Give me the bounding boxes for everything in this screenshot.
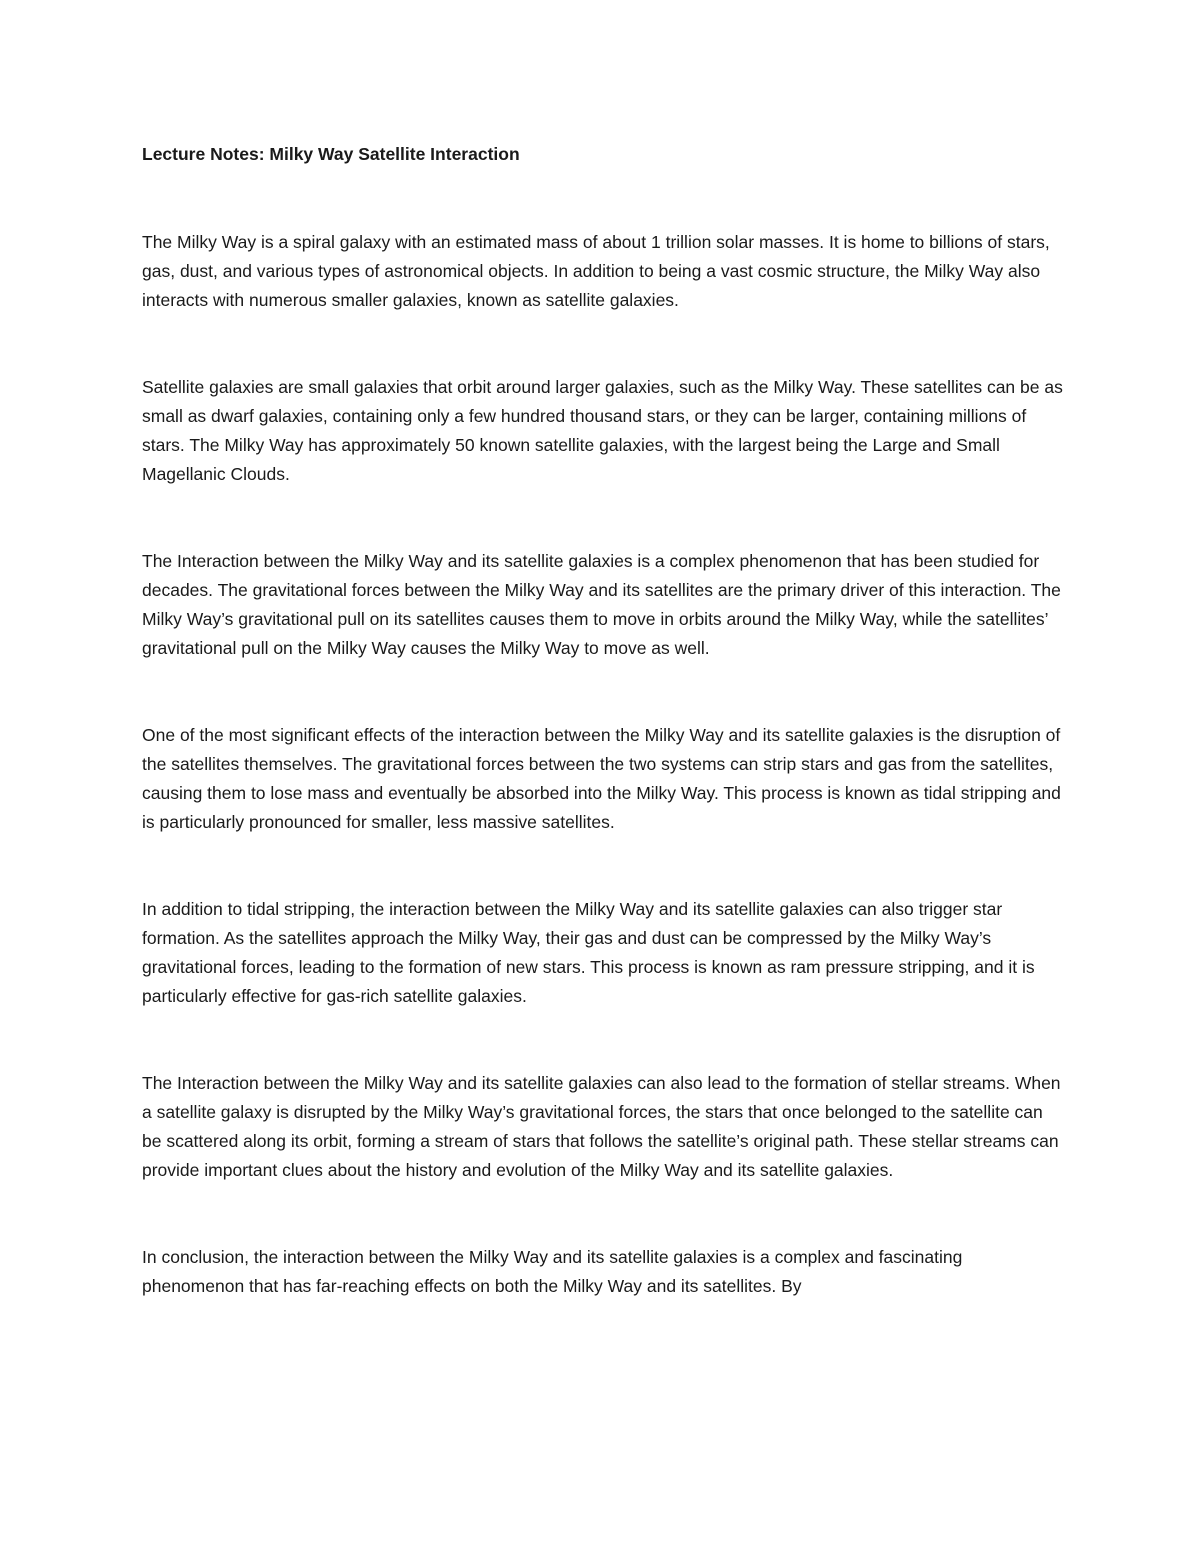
- paragraph-disruption: One of the most significant effects of the interaction between the Milky Way and its satellite galaxies is the disruption of the satellites themselves. The gravitational forces between the two systems can strip stars and gas from the satellites, causing them to lose mass and eventually be absorbed into the Milky Way. This process is known as tidal stripping and is particularly pronounced for smaller, less massive satellites.: [142, 725, 1061, 832]
- paragraph-intro: The Milky Way is a spiral galaxy with an estimated mass of about 1 trillion solar masses. It is home to billions of stars, gas, dust, and various types of astronomical objects. In addition to being a vast cosmic structure, the Milky Way also interacts with numerous smaller galaxies, known as satellite galaxies.: [142, 232, 1050, 310]
- paragraph-conclusion: In conclusion, the interaction between the Milky Way and its satellite galaxies is a complex and fascinating phenomenon that has far-reaching effects on both the Milky Way and its satellites. By: [142, 1247, 963, 1296]
- paragraph-stellar-streams: The Interaction between the Milky Way and its satellite galaxies can also lead to the formation of stellar streams. When a satellite galaxy is disrupted by the Milky Way’s gravitational forces, the stars that once belonged to the satellite can be scattered along its orbit, forming a stream of stars that follows the satellite’s original path. These stellar streams can provide important clues about the history and evolution of the Milky Way and its satellite galaxies.: [142, 1073, 1061, 1180]
- document-title: Lecture Notes: Milky Way Satellite Interaction: [142, 144, 520, 164]
- paragraph-interaction: The Interaction between the Milky Way and its satellite galaxies is a complex phenomenon that has been studied for decades. The gravitational forces between the Milky Way and its satellites are the primary driver of this interaction. The Milky Way’s gravitational pull on its satellites causes them to move in orbits around the Milky Way, while the satellites’ gravitational pull on the Milky Way causes the Milky Way to move as well.: [142, 551, 1061, 658]
- paragraph-star-formation: In addition to tidal stripping, the interaction between the Milky Way and its satellite galaxies can also trigger star formation. As the satellites approach the Milky Way, their gas and dust can be compressed by the Milky Way’s gravitational forces, leading to the formation of new stars. This process is known as ram pressure stripping, and it is particularly effective for gas-rich satellite galaxies.: [142, 899, 1035, 1006]
- paragraph-satellite-galaxies: Satellite galaxies are small galaxies that orbit around larger galaxies, such as the Milky Way. These satellites can be as small as dwarf galaxies, containing only a few hundred thousand stars, or they can be larger, containing millions of stars. The Milky Way has approximately 50 known satellite galaxies, with the largest being the Large and Small Magellanic Clouds.: [142, 377, 1063, 484]
- document-body: [142, 140, 1067, 1359]
